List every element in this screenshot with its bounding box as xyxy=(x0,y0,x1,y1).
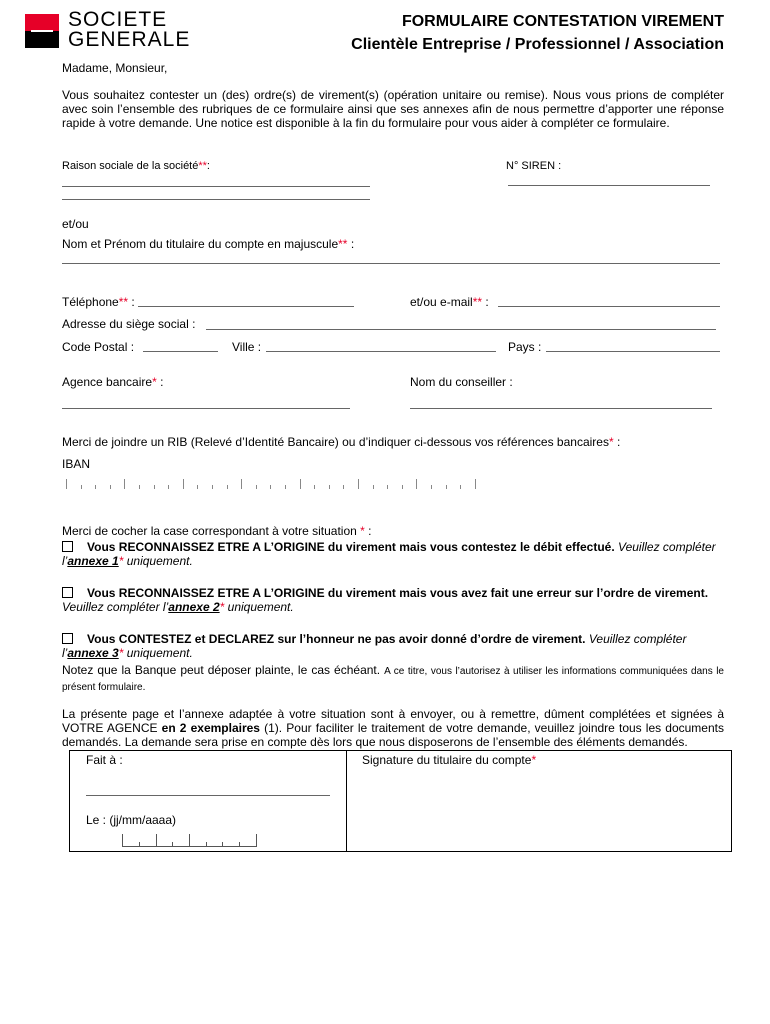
logo-line-1: SOCIETE xyxy=(68,8,168,31)
siren-label: N° SIREN : xyxy=(506,160,562,172)
raison-sociale-input-2[interactable] xyxy=(62,199,370,200)
iban-tick xyxy=(387,485,388,489)
iban-input[interactable] xyxy=(66,479,476,489)
iban-tick xyxy=(110,485,111,489)
logo-red-square xyxy=(25,14,59,31)
greeting: Madame, Monsieur, xyxy=(62,61,168,75)
ville-label: Ville : xyxy=(232,340,262,354)
date-label: Le : (jj/mm/aaaa) xyxy=(86,813,177,827)
iban-tick xyxy=(270,485,271,489)
pays-label: Pays : xyxy=(508,340,542,354)
logo-white-bar xyxy=(31,30,53,32)
iban-tick xyxy=(154,485,155,489)
ville-input[interactable] xyxy=(266,351,496,352)
iban-tick xyxy=(168,485,169,489)
etou-text: et/ou xyxy=(62,217,89,231)
code-postal-input[interactable] xyxy=(143,351,218,352)
date-tick xyxy=(206,842,207,847)
iban-tick xyxy=(139,485,140,489)
iban-tick xyxy=(460,485,461,489)
option-2-checkbox[interactable] xyxy=(62,587,73,598)
form-title: FORMULAIRE CONTESTATION VIREMENT xyxy=(401,13,724,30)
signature-label: Signature du titulaire du compte* xyxy=(362,753,537,767)
iban-tick xyxy=(416,479,417,489)
option-1-checkbox[interactable] xyxy=(62,541,73,552)
iban-tick xyxy=(446,485,447,489)
pays-input[interactable] xyxy=(546,351,720,352)
note-plainte: Notez que la Banque peut déposer plainte, le cas échéant. A ce titre, vous l’autorisez à utiliser les informations communiquées dans le présent formulaire. xyxy=(62,663,724,693)
raison-sociale-label: Raison sociale de la société**: xyxy=(62,160,210,172)
logo-line-2: GENERALE xyxy=(68,28,191,51)
iban-tick xyxy=(227,485,228,489)
intro-text: Vous souhaitez contester un (des) ordre(s) de virement(s) (opération unitaire ou remise). Nous vous prions de compléter avec soin l’ensemble des rubriques de ce formulaire ainsi que ses annexes afin de nous permettre d’apporter une réponse rapide à votre demande. Une notice est disponible à la fin du formulaire pour vous aider à compléter ce formulaire. xyxy=(62,88,724,130)
date-tick xyxy=(156,834,157,847)
iban-tick xyxy=(475,479,476,489)
iban-tick xyxy=(124,479,125,489)
telephone-label: Téléphone** : xyxy=(62,295,135,309)
iban-tick xyxy=(212,485,213,489)
situation-prompt: Merci de cocher la case correspondant à votre situation * : xyxy=(62,524,372,538)
date-tick xyxy=(189,834,190,847)
date-tick xyxy=(239,842,240,847)
option-3: Vous CONTESTEZ et DECLAREZ sur l’honneur ne pas avoir donné d’ordre de virement. Veuillez compléter l’annexe 3* uniquement. xyxy=(62,632,687,660)
conseiller-label: Nom du conseiller : xyxy=(410,375,513,389)
telephone-input[interactable] xyxy=(138,306,354,307)
iban-tick xyxy=(241,479,242,489)
date-tick xyxy=(256,834,257,847)
code-postal-label: Code Postal : xyxy=(62,340,135,354)
iban-tick xyxy=(285,485,286,489)
adresse-label: Adresse du siège social : xyxy=(62,317,196,331)
nom-prenom-input[interactable] xyxy=(62,263,720,264)
logo-black-square xyxy=(25,31,59,48)
logo-wordmark xyxy=(68,10,190,50)
agence-input[interactable] xyxy=(62,408,350,409)
iban-tick xyxy=(300,479,301,489)
date-tick xyxy=(139,842,140,847)
option-2: Vous RECONNAISSEZ ETRE A L’ORIGINE du virement mais vous avez fait une erreur sur l’ordre de virement. Veuillez compléter l’annexe 2* uniquement. xyxy=(62,586,709,614)
signature-area[interactable] xyxy=(350,771,725,847)
agence-label: Agence bancaire* : xyxy=(62,375,164,389)
conseiller-input[interactable] xyxy=(410,408,712,409)
iban-tick xyxy=(66,479,67,489)
email-input[interactable] xyxy=(498,306,720,307)
iban-tick xyxy=(402,485,403,489)
iban-tick xyxy=(256,485,257,489)
fait-a-input[interactable] xyxy=(86,795,330,796)
iban-tick xyxy=(81,485,82,489)
nom-prenom-label: Nom et Prénom du titulaire du compte en majuscule** : xyxy=(62,237,355,251)
email-label: et/ou e-mail** : xyxy=(410,295,489,309)
siren-input[interactable] xyxy=(508,185,710,186)
fait-a-label: Fait à : xyxy=(86,753,123,767)
date-tick xyxy=(122,834,123,847)
iban-tick xyxy=(329,485,330,489)
iban-tick xyxy=(343,485,344,489)
iban-label: IBAN xyxy=(62,457,91,471)
date-tick xyxy=(222,842,223,847)
iban-tick xyxy=(95,485,96,489)
raison-sociale-input-1[interactable] xyxy=(62,186,370,187)
iban-tick xyxy=(197,485,198,489)
iban-tick xyxy=(358,479,359,489)
logo-mark xyxy=(25,14,59,48)
iban-tick xyxy=(183,479,184,489)
date-input[interactable] xyxy=(122,834,256,847)
iban-tick xyxy=(373,485,374,489)
iban-tick xyxy=(431,485,432,489)
iban-tick xyxy=(314,485,315,489)
date-tick xyxy=(172,842,173,847)
adresse-input[interactable] xyxy=(206,329,716,330)
option-1: Vous RECONNAISSEZ ETRE A L’ORIGINE du virement mais vous contestez le débit effectué. Veuillez compléter l’annexe 1* uniquement. xyxy=(62,540,716,568)
closing-text: La présente page et l’annexe adaptée à votre situation sont à envoyer, ou à remettre, dûment complétées et signées à VOTRE AGENCE en 2 exemplaires (1). Pour faciliter le traitement de votre demande, veuillez joindre tous les documents demandés. La demande sera prise en compte dès lors que nous disposerons de l’ensemble des éléments demandés. xyxy=(62,707,724,749)
rib-text: Merci de joindre un RIB (Relevé d’Identité Bancaire) ou d’indiquer ci-dessous vos références bancaires* : xyxy=(62,435,621,449)
signature-divider xyxy=(346,751,347,851)
form-subtitle: Clientèle Entreprise / Professionnel / Association xyxy=(351,36,724,53)
option-3-checkbox[interactable] xyxy=(62,633,73,644)
